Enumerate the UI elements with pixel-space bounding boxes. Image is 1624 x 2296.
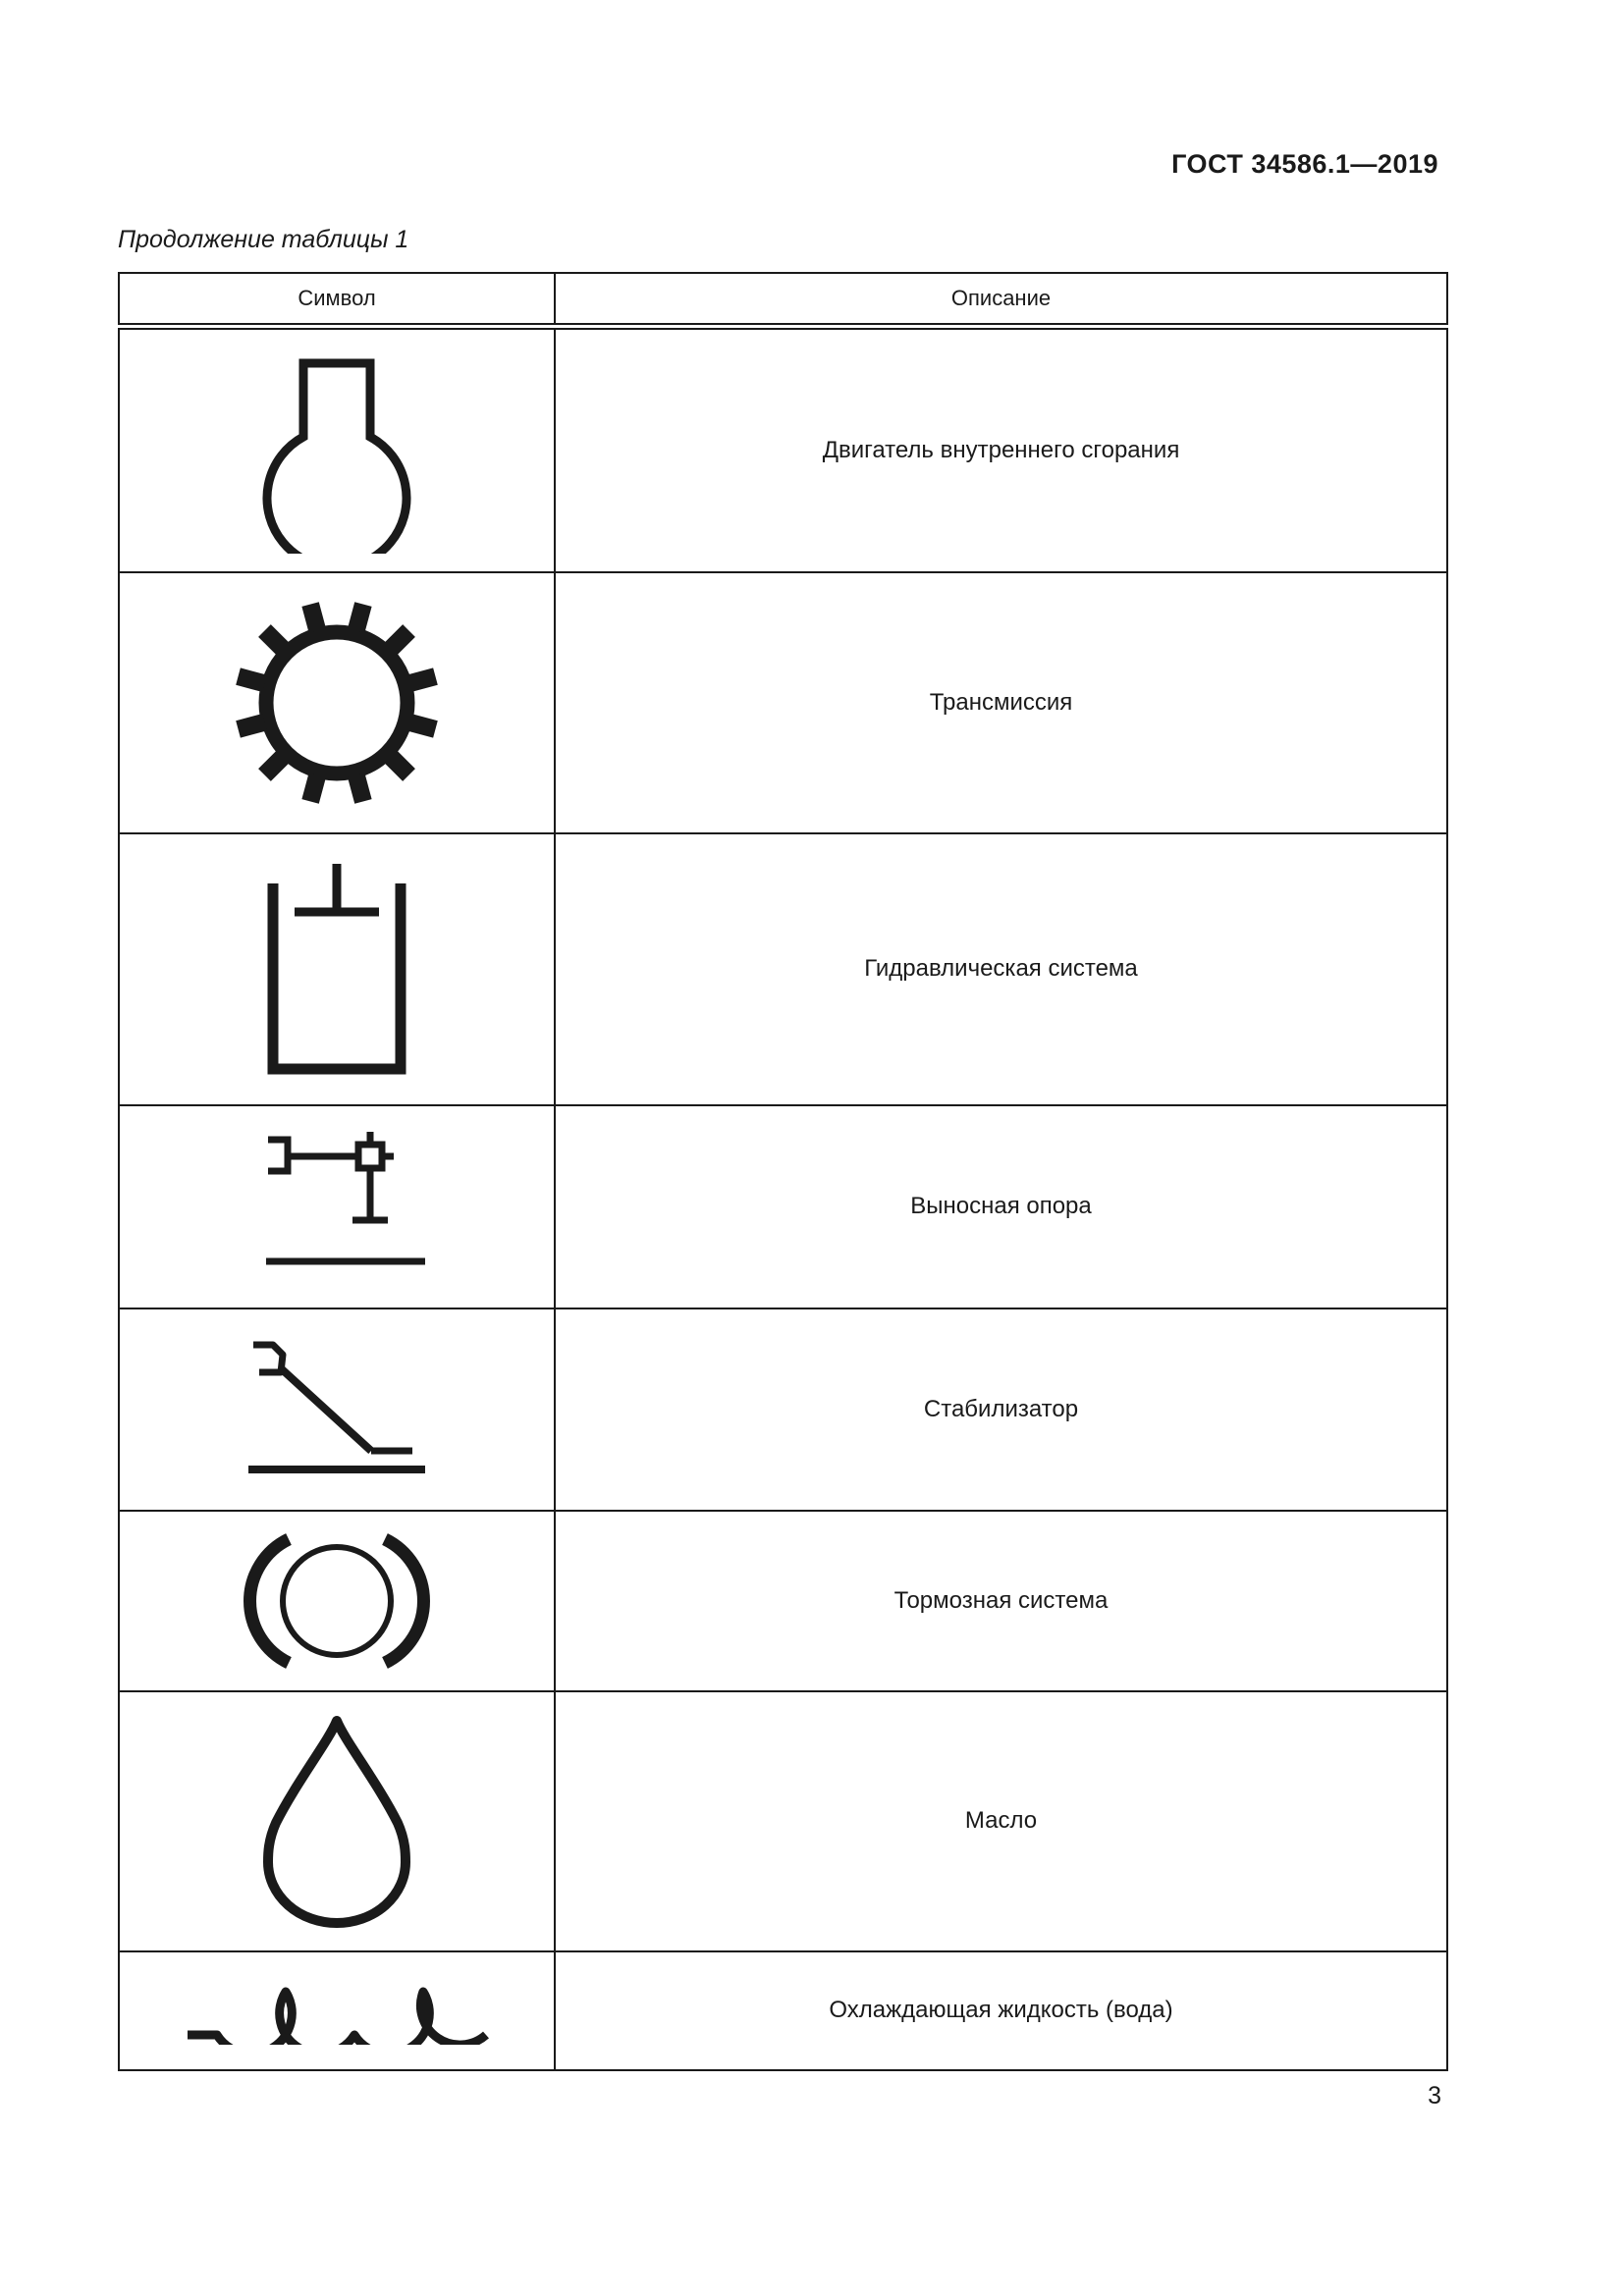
gear-tooth bbox=[348, 602, 372, 633]
symbol-cell bbox=[119, 1951, 555, 2070]
description-cell: Тормозная система bbox=[555, 1511, 1447, 1691]
column-header-description: Описание bbox=[555, 273, 1447, 327]
table-row bbox=[119, 1308, 1447, 1511]
brake-system-icon bbox=[244, 1532, 430, 1670]
gear-tooth bbox=[236, 713, 267, 737]
table-row bbox=[119, 572, 1447, 833]
gear-tooth bbox=[406, 713, 438, 737]
gear-tooth bbox=[348, 773, 372, 804]
hydraulic-system-icon bbox=[263, 859, 410, 1080]
description-cell: Трансмиссия bbox=[555, 572, 1447, 833]
gear-tooth bbox=[236, 667, 267, 692]
symbol-table bbox=[118, 272, 1448, 2071]
standard-id: ГОСТ 34586.1—2019 bbox=[1171, 149, 1438, 179]
coolant-icon bbox=[180, 1976, 494, 2045]
engine-icon bbox=[248, 347, 425, 554]
stabilizer-icon bbox=[244, 1331, 430, 1488]
column-header-symbol: Символ bbox=[119, 273, 555, 327]
table-row bbox=[119, 1691, 1447, 1951]
description-cell: Масло bbox=[555, 1691, 1447, 1951]
oil-icon bbox=[258, 1713, 415, 1929]
description-cell: Выносная опора bbox=[555, 1105, 1447, 1308]
symbol-cell bbox=[119, 1691, 555, 1951]
symbol-cell bbox=[119, 572, 555, 833]
description-cell: Стабилизатор bbox=[555, 1308, 1447, 1511]
gear-tooth bbox=[301, 602, 326, 633]
transmission-icon bbox=[229, 595, 445, 811]
description-cell: Гидравлическая система bbox=[555, 833, 1447, 1105]
table-row bbox=[119, 327, 1447, 572]
table-header-row bbox=[119, 273, 1447, 327]
symbol-cell bbox=[119, 1105, 555, 1308]
symbol-cell bbox=[119, 1511, 555, 1691]
outrigger-icon bbox=[248, 1128, 425, 1285]
description-cell: Охлаждающая жидкость (вода) bbox=[555, 1951, 1447, 2070]
table-row bbox=[119, 1511, 1447, 1691]
gear-tooth bbox=[301, 773, 326, 804]
symbol-cell bbox=[119, 1308, 555, 1511]
symbol-cell bbox=[119, 327, 555, 572]
table-caption: Продолжение таблицы 1 bbox=[118, 226, 409, 253]
table-row bbox=[119, 1105, 1447, 1308]
table-row bbox=[119, 1951, 1447, 2070]
symbol-cell bbox=[119, 833, 555, 1105]
gear-tooth bbox=[406, 667, 438, 692]
table-row bbox=[119, 833, 1447, 1105]
page-number: 3 bbox=[1428, 2082, 1441, 2109]
description-cell: Двигатель внутреннего сгорания bbox=[555, 327, 1447, 572]
